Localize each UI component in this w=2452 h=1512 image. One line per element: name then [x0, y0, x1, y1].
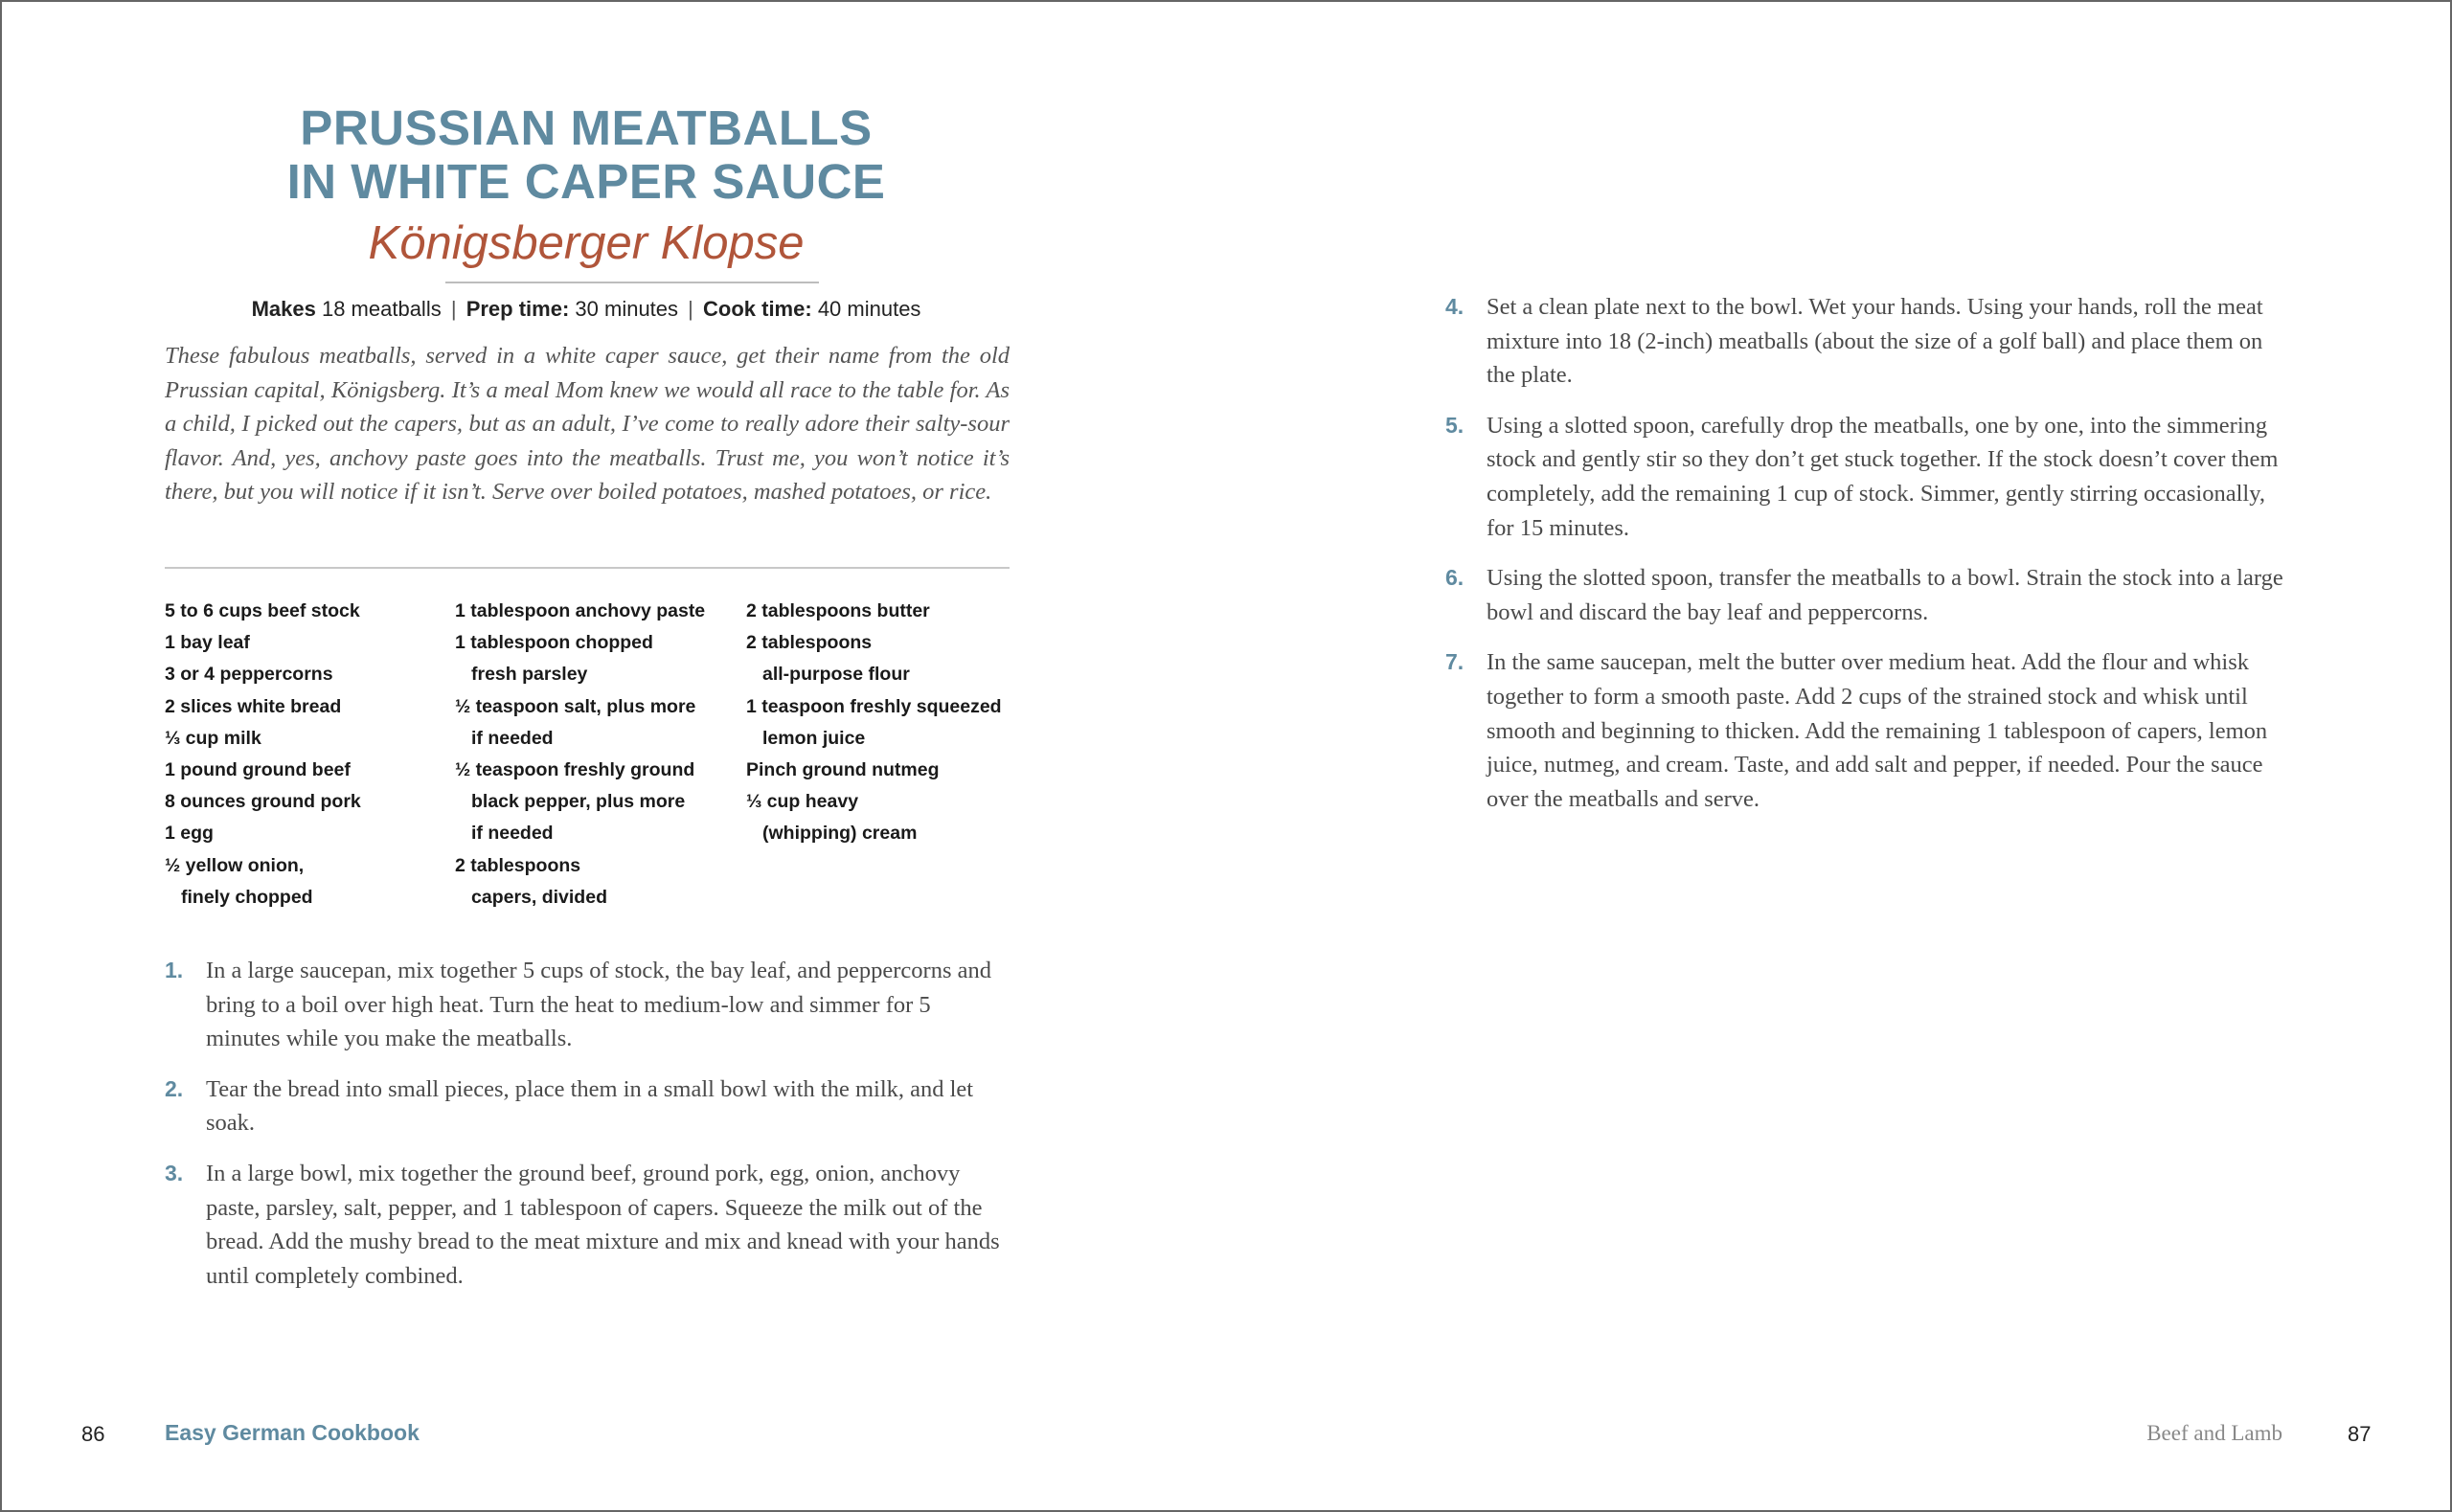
ingredient-text: 2 tablespoons [746, 632, 873, 654]
ingredient [165, 723, 361, 755]
recipe-meta [165, 297, 1008, 322]
ingredient [165, 627, 361, 659]
step-text: Using the slotted spoon, transfer the meatballs to a bowl. Strain the stock into a large bowl and discard the bay leaf and peppercorns. [1487, 565, 2283, 625]
ingredient-text: 1 tablespoon chopped [455, 632, 653, 654]
step-number: 1. [165, 958, 184, 982]
ingredient [165, 818, 361, 849]
step-text: In a large bowl, mix together the ground beef, ground pork, egg, onion, anchovy paste, parsley, salt, pepper, and 1 tablespoon of capers. Squeeze the milk out of the bread. Add the mushy bread to the meat mixture and mix and knead with your hands until completely combined. [206, 1160, 1000, 1289]
ingredient-text: 1 egg [165, 823, 214, 845]
step-1 [165, 954, 1008, 1056]
ingredient [746, 627, 1002, 690]
makes-value: 18 meatballs [321, 297, 442, 321]
step-4 [1445, 290, 2288, 393]
ingredient [746, 691, 1002, 755]
step-number: 3. [165, 1160, 184, 1185]
step-number: 6. [1445, 565, 1464, 591]
step-3 [165, 1157, 1008, 1293]
steps-left-page [165, 954, 1008, 1309]
ingredient-text: 1 pound ground beef [165, 759, 351, 781]
ingredient-continuation: fresh parsley [471, 664, 588, 686]
title-divider [445, 282, 819, 283]
ingredient-text: 3 or 4 peppercorns [165, 664, 333, 686]
step-7 [1445, 645, 2288, 816]
step-text: Tear the bread into small pieces, place them in a small bowl with the milk, and let soak. [206, 1075, 974, 1137]
ingredient-text: ⅓ cup heavy [746, 791, 859, 813]
ingredient-text: 2 tablespoons butter [746, 600, 930, 621]
step-number: 5. [1445, 412, 1464, 438]
recipe-title-line-2: IN WHITE CAPER SAUCE [286, 154, 886, 209]
step-number: 7. [1445, 649, 1464, 675]
ingredient-text: 1 tablespoon anchovy paste [455, 600, 706, 621]
ingredient-continuation: (whipping) cream [762, 823, 918, 845]
step-number: 2. [165, 1075, 184, 1101]
ingredients-column-2 [455, 596, 705, 914]
ingredient [165, 659, 361, 690]
ingredient [165, 596, 361, 627]
ingredient-text: ½ teaspoon salt, plus more [455, 695, 696, 717]
recipe-intro: These fabulous meatballs, served in a white caper sauce, get their name from the old Prussian capital, Königsberg. It’s a meal Mom knew we would all race to the table for. As a child, I picked out the capers, but as an adult, I’ve come to really adore their salty-sour flavor. And, yes, anchovy paste goes into the meatballs. Trust me, you won’t notice it’s there, but you will notice if it isn’t. Serve over boiled potatoes, mashed potatoes, or rice. [165, 343, 1010, 506]
page-number-right: 87 [2348, 1422, 2372, 1446]
ingredient [455, 627, 705, 690]
ingredient [165, 691, 361, 723]
ingredient-text: 2 slices white bread [165, 695, 342, 717]
step-5 [1445, 409, 2288, 545]
ingredients-column-3 [746, 596, 1002, 850]
ingredient [455, 850, 705, 914]
ingredient-text: Pinch ground nutmeg [746, 759, 940, 781]
ingredient-text: ½ yellow onion, [165, 854, 305, 876]
ingredient [165, 755, 361, 786]
ingredient-text: 2 tablespoons [455, 854, 581, 876]
ingredient-continuation: if needed [471, 727, 554, 749]
ingredient-text: 1 teaspoon freshly squeezed [746, 695, 1002, 717]
steps-right-page [1445, 290, 2288, 832]
ingredient [455, 596, 705, 627]
recipe-title-block [165, 102, 1008, 274]
recipe-subtitle: Königsberger Klopse [368, 217, 805, 269]
recipe-title-line-1: PRUSSIAN MEATBALLS [300, 101, 873, 155]
prep-label: Prep time: [465, 297, 570, 321]
ingredient-continuation: lemon juice [762, 727, 866, 749]
step-text: Using a slotted spoon, carefully drop the meatballs, one by one, into the simmering stock and gently stir so they don’t get stuck together. If the stock doesn’t cover them completely, add the remaining 1 cup of stock. Simmer, gently stirring occasionally, for 15 minutes. [1487, 412, 2279, 541]
page-number-left: 86 [81, 1422, 105, 1446]
ingredient [455, 755, 705, 850]
ingredient [746, 786, 1002, 849]
ingredient-text: 5 to 6 cups beef stock [165, 600, 360, 621]
ingredients-column-1 [165, 596, 361, 914]
step-text: In the same saucepan, melt the butter over medium heat. Add the flour and whisk together to form a smooth paste. Add 2 cups of the strained stock and whisk until smooth and beginning to thicken. Add the remaining 1 tablespoon of capers, lemon juice, nutmeg, and cream. Taste, and add salt and pepper, if needed. Pour the sauce over the meatballs and serve. [1487, 649, 2268, 812]
ingredient [455, 691, 705, 755]
ingredient-text: 1 bay leaf [165, 632, 250, 654]
ingredient [165, 850, 361, 914]
ingredient-text: 8 ounces ground pork [165, 791, 361, 813]
ingredient-continuation: capers, divided [471, 886, 607, 908]
cook-label: Cook time: [703, 297, 812, 321]
step-text: In a large saucepan, mix together 5 cups of stock, the bay leaf, and peppercorns and bring to a boil over high heat. Turn the heat to medium-low and simmer for 5 minutes while you make the meatballs. [206, 958, 991, 1052]
makes-label: Makes [251, 297, 316, 321]
ingredient-continuation: finely chopped [181, 886, 313, 908]
meta-separator: | [688, 297, 693, 321]
ingredient [165, 786, 361, 818]
ingredient [746, 596, 1002, 627]
ingredient-continuation: all-purpose flour [762, 664, 910, 686]
ingredient-continuation: black pepper, plus more [471, 791, 686, 813]
cook-value: 40 minutes [817, 297, 921, 321]
ingredient [746, 755, 1002, 786]
step-text: Set a clean plate next to the bowl. Wet your hands. Using your hands, roll the meat mixture into 18 (2-inch) meatballs (about the size of a golf ball) and place them on the plate. [1487, 294, 2263, 389]
book-title: Easy German Cookbook [165, 1420, 420, 1445]
step-2 [165, 1072, 1008, 1140]
ingredient-continuation: if needed [471, 823, 554, 845]
ingredient-text: ⅓ cup milk [165, 727, 261, 749]
intro-divider [165, 567, 1010, 569]
step-6 [1445, 561, 2288, 629]
ingredient-text: ½ teaspoon freshly ground [455, 759, 695, 781]
prep-value: 30 minutes [575, 297, 679, 321]
step-number: 4. [1445, 294, 1464, 319]
meta-separator: | [450, 297, 457, 321]
section-title: Beef and Lamb [2146, 1421, 2282, 1445]
